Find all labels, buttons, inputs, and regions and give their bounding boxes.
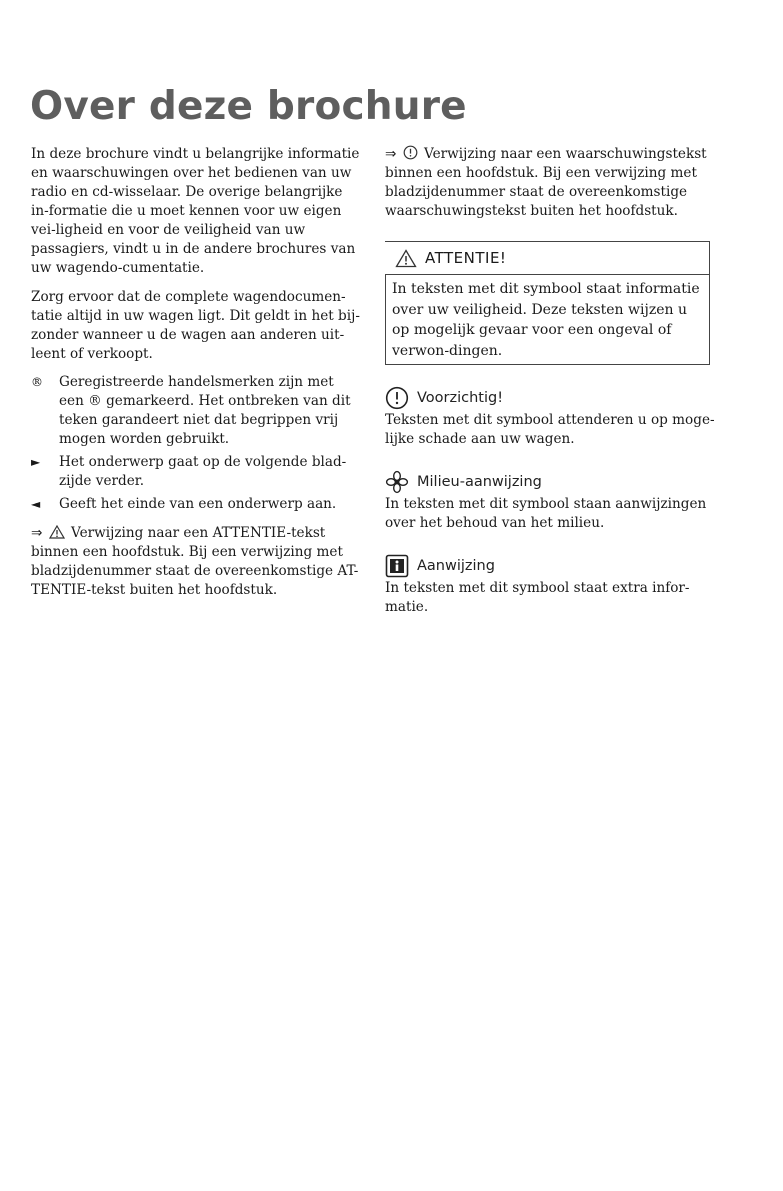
note-section xyxy=(385,553,715,617)
caution-circle-icon xyxy=(403,145,418,160)
list-item xyxy=(31,373,361,449)
symbol-list xyxy=(31,373,361,514)
list-item-text: Het onderwerp gaat op de volgende blad-zijde verder. xyxy=(59,454,347,489)
intro-paragraph: In deze brochure vindt u belangrijke informatie en waarschuwingen over het bedienen van uw radio en cd-wisselaar. De overige belangrijke in-formatie die u moet kennen voor uw eigen vei-ligheid en voor de veiligheid van uw passagiers, vindt u in de andere brochures van uw wagendo-cumentatie. xyxy=(31,146,360,276)
caution-section xyxy=(385,385,715,449)
list-item-text: Geregistreerde handelsmerken zijn met een ® gemarkeerd. Het ontbreken van dit teken garandeert niet dat begrippen vrij mogen worden gebruikt. xyxy=(59,374,351,447)
reference-arrow: ⇒ xyxy=(385,146,397,162)
warning-reference-paragraph xyxy=(385,145,715,221)
warning-triangle-icon xyxy=(49,525,65,539)
note-text: In teksten met dit symbool staat extra infor-matie. xyxy=(385,580,690,615)
reference-text: Verwijzing naar een ATTENTIE-tekst binnen een hoofdstuk. Bij een verwijzing met bladzijdenummer staat de overeenkomstige AT-TENTIE-tekst buiten het hoofdstuk. xyxy=(31,525,359,598)
list-item xyxy=(31,495,361,514)
page-title: Over deze brochure xyxy=(30,84,467,129)
attention-reference-paragraph xyxy=(31,524,361,600)
reference-text: Verwijzing naar een waarschuwingstekst binnen een hoofdstuk. Bij een verwijzing met bladzijdenummer staat de overeenkomstige waarschuwingstekst buiten het hoofdstuk. xyxy=(385,146,707,219)
environment-text: In teksten met dit symbool staan aanwijzingen over het behoud van het milieu. xyxy=(385,496,707,531)
caution-text: Teksten met dit symbool attenderen u op moge-lijke schade aan uw wagen. xyxy=(385,412,715,447)
list-item xyxy=(31,453,361,491)
note-header xyxy=(385,553,715,579)
list-item-text: Geeft het einde van een onderwerp aan. xyxy=(59,496,337,512)
warning-triangle-icon xyxy=(395,249,417,268)
documentation-paragraph: Zorg ervoor dat de complete wagendocumen-tatie altijd in uw wagen ligt. Dit geldt in het bij-zonder wanneer u de wagen aan anderen uit-leent of verkoopt. xyxy=(31,289,360,362)
left-column xyxy=(31,145,361,600)
caution-circle-icon xyxy=(385,386,409,410)
registered-icon: ® xyxy=(31,375,43,389)
arrow-left-icon: ◄ xyxy=(31,497,41,511)
environment-title: Milieu-aanwijzing xyxy=(417,473,542,490)
info-icon xyxy=(385,554,409,578)
caution-title: Voorzichtig! xyxy=(417,389,504,406)
reference-arrow: ⇒ xyxy=(31,525,43,541)
attention-text: In teksten met dit symbool staat informatie over uw veiligheid. Deze teksten wijzen u op mogelijk gevaar voor een ongeval of verwon-dingen. xyxy=(385,275,710,365)
caution-header xyxy=(385,385,715,411)
environment-header xyxy=(385,469,715,495)
flower-icon xyxy=(385,470,409,494)
arrow-right-icon: ► xyxy=(31,455,41,469)
note-title: Aanwijzing xyxy=(417,557,495,574)
attention-box xyxy=(385,241,710,365)
environment-section xyxy=(385,469,715,533)
attention-title: ATTENTIE! xyxy=(425,249,507,267)
attention-header xyxy=(385,241,710,275)
right-column xyxy=(385,145,715,617)
